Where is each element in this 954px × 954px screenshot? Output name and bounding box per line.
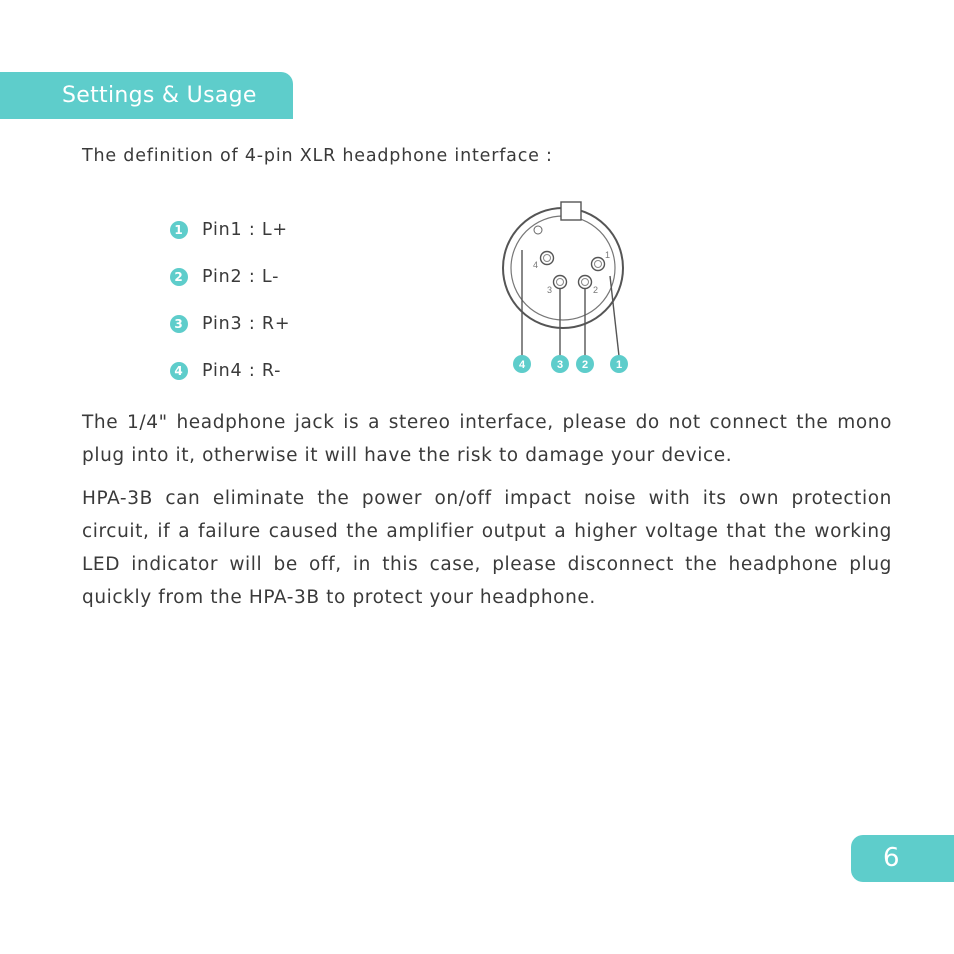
pin-hole-2 <box>579 276 592 289</box>
pin-label-3: Pin3 : R+ <box>202 313 291 334</box>
pin-badge-4: 4 <box>170 362 188 380</box>
section-title-tab <box>0 72 293 119</box>
callout-number-3: 3 <box>556 359 564 371</box>
connector-outer-ring <box>503 208 623 328</box>
callout-number-1: 1 <box>615 359 623 371</box>
callout-number-4: 4 <box>518 359 526 371</box>
protection-circuit-paragraph: HPA-3B can eliminate the power on/off impact noise with its own protection circuit, if a failure caused the amplifier output a higher voltage that the working LED indicator will be off, in this case, please disconnect the headphone plug quickly from the HPA-3B to protect your headphone. <box>82 488 892 608</box>
pin-number-1: 1 <box>605 250 611 260</box>
pin-hole-4 <box>541 252 554 265</box>
pin-item-2 <box>170 253 290 300</box>
pin-item-3 <box>170 300 290 347</box>
pin-item-1 <box>170 206 290 253</box>
pin-badge-1: 1 <box>170 221 188 239</box>
jack-warning-paragraph: The 1/4" headphone jack is a stereo interface, please do not connect the mono plug into it, otherwise it will have the risk to damage your device. <box>82 412 892 466</box>
callout-number-2: 2 <box>581 359 589 371</box>
pin-item-4 <box>170 347 290 394</box>
xlr-intro-text: The definition of 4-pin XLR headphone interface : <box>82 146 553 166</box>
pin-label-2: Pin2 : L- <box>202 266 280 287</box>
leader-line-1 <box>610 276 619 356</box>
pin-label-4: Pin4 : R- <box>202 360 282 381</box>
xlr-connector-diagram <box>495 190 645 380</box>
pin-badge-2: 2 <box>170 268 188 286</box>
pin-hole-1 <box>592 258 605 271</box>
pin-number-3: 3 <box>547 285 553 295</box>
page-number-tab <box>851 835 954 882</box>
section-title: Settings & Usage <box>62 83 257 108</box>
pin-badge-3: 3 <box>170 315 188 333</box>
connector-latch-dot <box>534 226 542 234</box>
pin-label-1: Pin1 : L+ <box>202 219 288 240</box>
connector-key-notch <box>561 202 581 220</box>
pin-list <box>170 206 290 394</box>
pin-number-4: 4 <box>533 260 539 270</box>
pin-number-2: 2 <box>593 285 599 295</box>
page-number: 6 <box>883 843 900 873</box>
pin-hole-3 <box>554 276 567 289</box>
